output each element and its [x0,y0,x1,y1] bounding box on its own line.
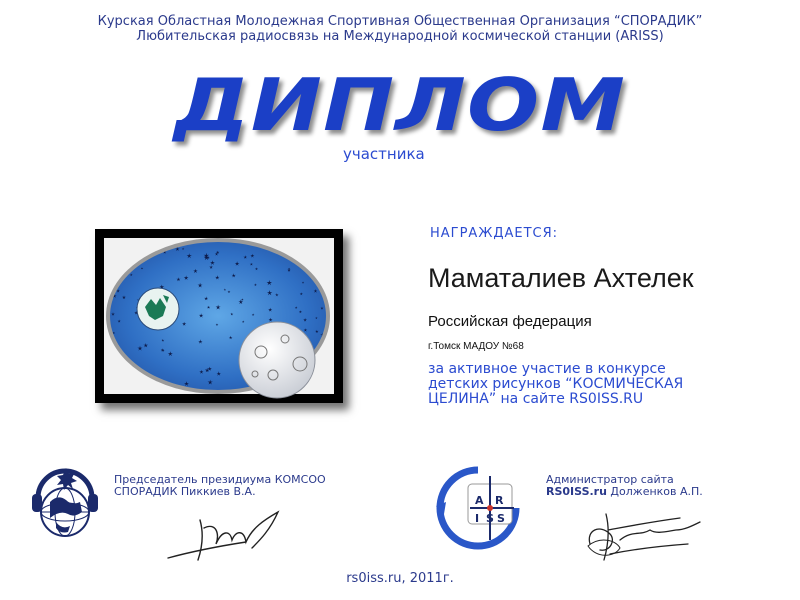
award-reason [428,362,768,407]
admin-name-line [546,486,703,498]
space-drawing-image [95,229,343,403]
child-drawing [95,229,343,403]
admin-site: RS0ISS.ru [546,485,607,498]
admin-title: Администратор сайта [546,473,674,486]
chair-signature-icon [160,500,300,570]
award-reason-line: за активное участие в конкурсе [428,361,666,377]
chair-title: Председатель президиума КОМСОО [114,473,326,486]
recipient-country: Российская федерация [428,313,592,330]
diploma-title: ДИПЛОМ [173,63,627,147]
ariss-letter: I [475,512,480,525]
award-reason-line: детских рисунков “КОСМИЧЕСКАЯ [428,376,684,392]
recipient-name: Маматалиев Ахтелек [428,263,694,293]
admin-signatory [546,474,703,498]
ariss-letter: S [486,512,494,525]
ariss-letter: S [497,512,505,525]
admin-name: Долженков А.П. [606,485,703,498]
globe-headset-logo-icon [26,460,104,544]
organization-name: Курская Областная Молодежная Спортивная Общественная Организация “СПОРАДИК” [97,14,703,29]
chair-name: СПОРАДИК Пиккиев В.А. [114,485,256,498]
award-reason-line: ЦЕЛИНА” на сайте RS0ISS.RU [428,391,644,407]
footer-text: rs0iss.ru, 2011г. [346,571,454,586]
ariss-letter: R [495,494,504,507]
chair-signatory [114,474,326,498]
ariss-logo-icon [432,462,524,552]
ariss-letter: A [475,494,484,507]
admin-signature-icon [580,500,710,566]
organization-subtitle: Любительская радиосвязь на Международной космической станции (ARISS) [136,29,664,44]
awarded-label: НАГРАЖДАЕТСЯ: [430,226,559,241]
diploma-subtitle: участника [343,145,425,163]
recipient-institution: г.Томск МАДОУ №68 [428,341,524,352]
